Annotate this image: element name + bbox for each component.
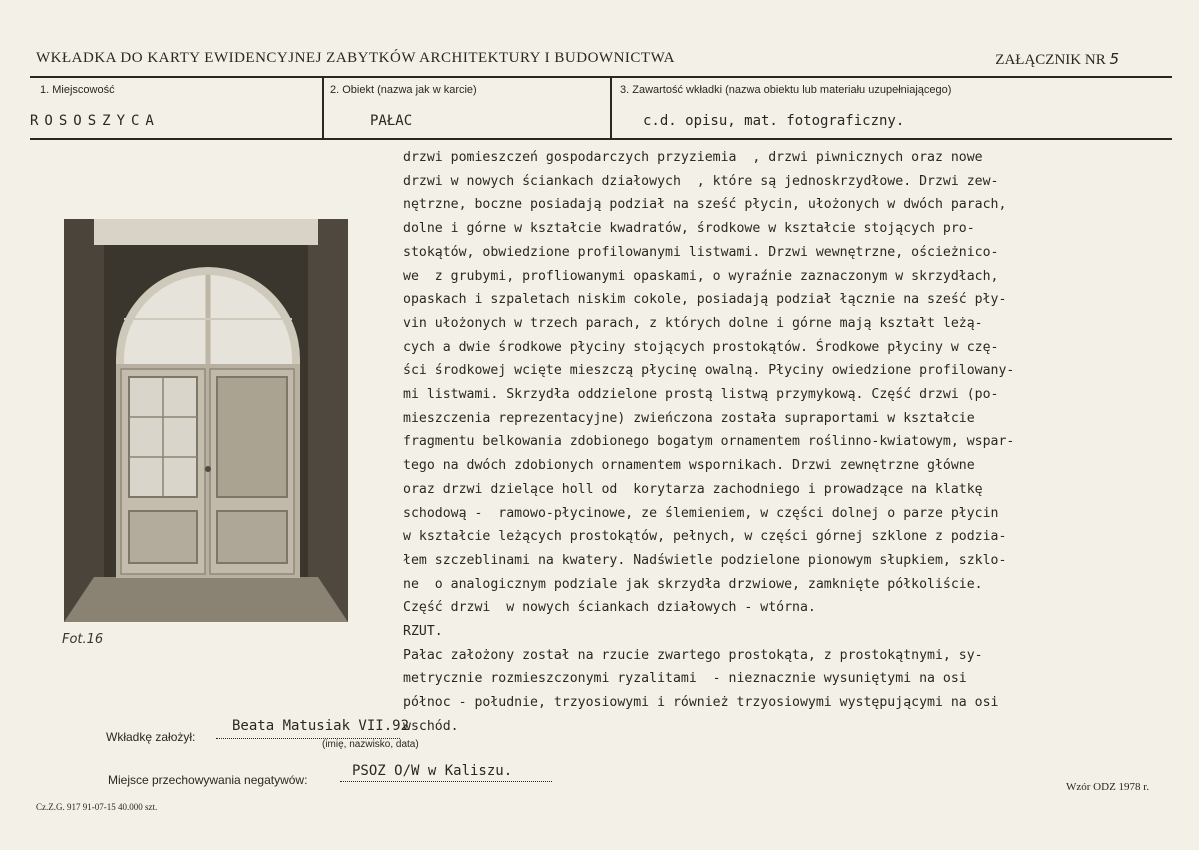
description-line: w kształcie leżących prostokątów, pełnych, w części górnej szklone z podzia-	[403, 529, 1007, 545]
description-line: schodową - ramowo-płycinowe, ze ślemieniem, w części dolnej o parze płycin	[403, 505, 999, 521]
description-line: dolne i górne w kształcie kwadratów, środkowe w kształcie stojących pro-	[403, 221, 975, 237]
door-photo	[64, 219, 348, 622]
description-line: drzwi pomieszczeń gospodarczych przyziemia , drzwi piwnicznych oraz nowe	[403, 150, 983, 165]
description-line: vin ułożonych w trzech parach, z których dolne i górne mają kształt leżą-	[403, 315, 983, 331]
header-divider-2	[610, 78, 612, 138]
description-line: mi listwami. Skrzydła oddzielone prostą listwą przymykową. Część drzwi (po-	[403, 387, 999, 403]
negatives-value: PSOZ O/W w Kaliszu.	[352, 763, 513, 779]
description-line: mieszczenia reprezentacyjne) zwieńczona została supraportami w kształcie	[403, 410, 975, 426]
description-line: Część drzwi w nowych ściankach działowych - wtórna.	[403, 600, 816, 616]
header-bottom-rule	[30, 138, 1172, 140]
description-line: opaskach i szpaletach niskim cokole, posiadają podział łącznie na sześć pły-	[403, 292, 1007, 308]
negatives-label: Miejsce przechowywania negatywów:	[108, 773, 308, 787]
annex-handwritten-number: 5	[1109, 50, 1119, 68]
author-value: Beata Matusiak VII.92	[232, 718, 410, 734]
description-line: północ - południe, trzyosiowymi i również trzyosiowymi występującymi na osi	[403, 695, 999, 711]
author-label: Wkładkę założył:	[106, 730, 196, 744]
description-line: Pałac założony został na rzucie zwartego prostokąta, z prostokątnymi, sy-	[403, 647, 983, 663]
content-value: c.d. opisu, mat. fotograficzny.	[643, 113, 905, 129]
form-pattern: Wzór ODZ 1978 r.	[1066, 781, 1150, 793]
description-line: ści środkowej wcięte mieszczą płycinę owalną. Płyciny owiedzione profilowany-	[403, 363, 1015, 379]
object-value: PAŁAC	[370, 113, 413, 129]
description-line: ne o analogicznym podziale jak skrzydła drzwiowe, zamknięte półkoliście.	[403, 576, 983, 592]
header-divider-1	[322, 78, 324, 138]
form-title: WKŁADKA DO KARTY EWIDENCYJNEJ ZABYTKÓW ARCHITEKTURY I BUDOWNICTWA	[36, 50, 675, 66]
description-line: metrycznie rozmieszczonymi ryzalitami - nieznacznie wysuniętymi na osi	[403, 671, 967, 687]
photo-caption: Fot.16	[62, 632, 104, 647]
content-label: 3. Zawartość wkładki (nazwa obiektu lub materiału uzupełniającego)	[620, 84, 952, 96]
negatives-dotted-line	[340, 781, 552, 782]
description-line: łem szczeblinami na kwatery. Nadświetle podzielone pionowym słupkiem, szklo-	[403, 552, 1007, 568]
locality-value: ROSOSZYCA	[30, 113, 160, 129]
description-line: we z grubymi, profliowanymi opaskami, o wyraźnie zaznaczonym w skrzydłach,	[403, 268, 999, 284]
description-line: fragmentu belkowania zdobionego bogatym ornamentem roślinno-kwiatowym, wspar-	[403, 434, 1015, 450]
printer-info: Cz.Z.G. 917 91-07-15 40.000 szt.	[36, 802, 158, 812]
description-line: wschód.	[403, 718, 459, 734]
description-line: oraz drzwi dzielące holl od korytarza zachodniego i prowadzące na klatkę	[403, 481, 983, 497]
description-line: stokątów, obwiedzione profilowanymi listwami. Drzwi wewnętrzne, ościeżnico-	[403, 244, 999, 260]
description-text	[403, 146, 1178, 739]
description-line: tego na dwóch zdobionych ornamentem wspornikach. Drzwi zewnętrzne główne	[403, 458, 975, 474]
description-line: RZUT.	[403, 624, 443, 640]
door-photo-icon	[64, 219, 348, 622]
object-label: 2. Obiekt (nazwa jak w karcie)	[330, 84, 477, 96]
annex-number	[995, 50, 1119, 69]
annex-label: ZAŁĄCZNIK NR	[995, 52, 1106, 68]
locality-label: 1. Miejscowość	[40, 84, 115, 96]
header-top-rule	[30, 76, 1172, 78]
description-line: nętrzne, boczne posiadają podział na sześć płycin, ułożonych w dwóch parach,	[403, 197, 1007, 213]
author-hint: (imię, nazwisko, data)	[322, 739, 419, 750]
description-line: cych a dwie środkowe płyciny stojących prostokątów. Środkowe płyciny w czę-	[403, 339, 999, 355]
description-line: drzwi w nowych ściankach działowych , które są jednoskrzydłowe. Drzwi zew-	[403, 173, 999, 189]
